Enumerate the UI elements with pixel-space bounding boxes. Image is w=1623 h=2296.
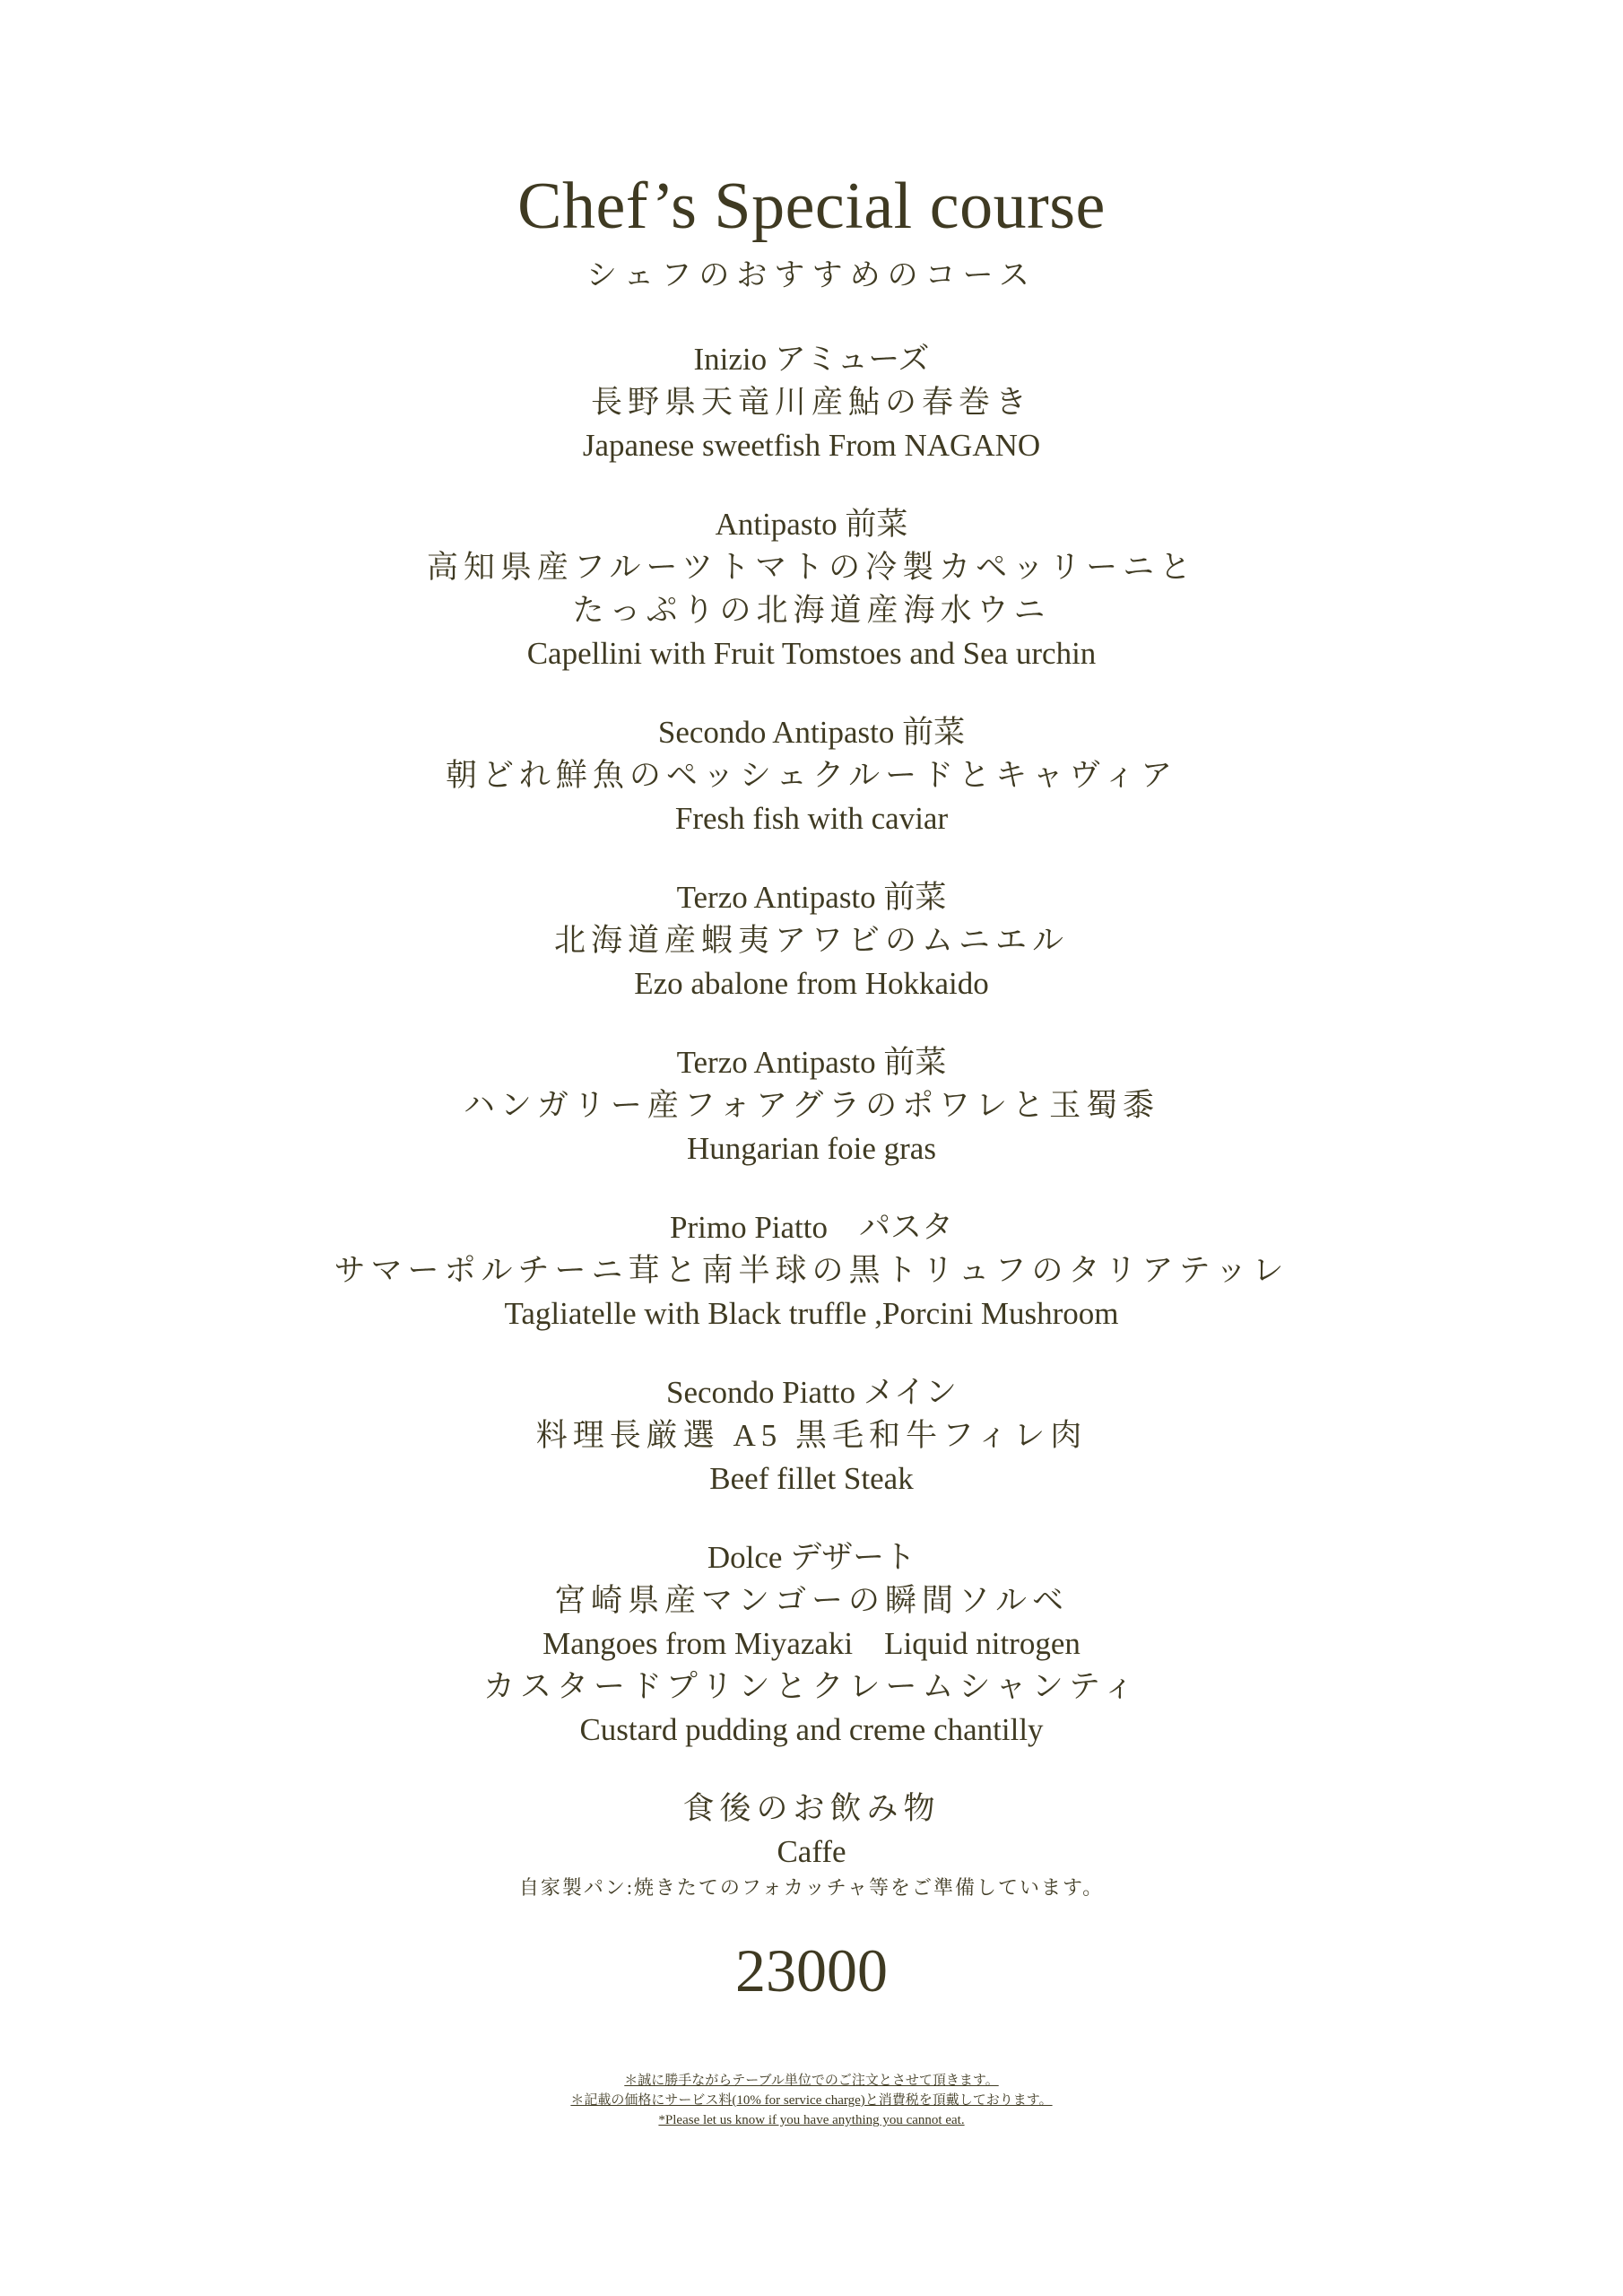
footer-notes (0, 2071, 1623, 2130)
course-header: Antipasto 前菜 (715, 507, 908, 542)
course-header: Inizio アミューズ (693, 342, 930, 377)
menu-title: Chef’s Special course (517, 170, 1106, 243)
bread-note: 自家製パン:焼きたてのフォカッチャ等をご準備しています。 (518, 1876, 1105, 1899)
footer-note-allergy: *Please let us know if you have anything you cannot eat. (658, 2113, 965, 2127)
course-dish-ja: たっぷりの北海道産海水ウニ (572, 593, 1051, 628)
course-dish-en: Tagliatelle with Black truffle ,Porcini Mushroom (504, 1296, 1119, 1331)
course-secondo-piatto (0, 1371, 1623, 1500)
course-terzo-antipasto-2 (0, 1041, 1623, 1170)
course-dish-en: Capellini with Fruit Tomstoes and Sea urchin (526, 636, 1097, 671)
course-inizio (0, 338, 1623, 467)
course-dish-ja: 朝どれ鮮魚のペッシェクルードとキャヴィア (445, 758, 1178, 793)
course-header: Primo Piatto パスタ (670, 1210, 953, 1245)
course-dish-ja: 北海道産蝦夷アワビのムニエル (553, 923, 1069, 958)
after-meal-drink (0, 1787, 1623, 1902)
footer-note-service-charge: ＊記載の価格にサービス料(10% for service charge)と消費税を頂戴しております。 (570, 2093, 1053, 2108)
course-secondo-antipasto (0, 711, 1623, 840)
course-dish-en: Ezo abalone from Hokkaido (634, 966, 989, 1001)
course-price: 23000 (735, 1936, 888, 2005)
drink-name: Caffe (777, 1834, 846, 1869)
course-dish-ja: 宮崎県産マンゴーの瞬間ソルベ (553, 1583, 1069, 1618)
drink-header: 食後のお飲み物 (682, 1791, 941, 1826)
course-dish-ja: 高知県産フルーツトマトの冷製カペッリーニと (426, 550, 1197, 585)
course-dish-en: Japanese sweetfish From NAGANO (582, 428, 1041, 463)
course-dish-ja: カスタードプリンとクレームシャンティ (482, 1669, 1141, 1704)
course-dish-en: Custard pudding and creme chantilly (579, 1712, 1044, 1747)
menu-subtitle: シェフのおすすめのコース (586, 259, 1037, 292)
course-list (0, 338, 1623, 1902)
course-dish-en: Hungarian foie gras (687, 1131, 936, 1166)
course-header: Terzo Antipasto 前菜 (676, 880, 947, 915)
course-header: Secondo Piatto メイン (665, 1375, 957, 1410)
course-primo-piatto (0, 1206, 1623, 1335)
course-dish-en: Beef fillet Steak (709, 1461, 914, 1496)
course-antipasto (0, 503, 1623, 675)
course-header: Terzo Antipasto 前菜 (676, 1045, 947, 1080)
course-header: Dolce デザート (707, 1540, 916, 1575)
course-header: Secondo Antipasto 前菜 (657, 715, 966, 750)
course-dish-ja: 料理長厳選 A5 黒毛和牛フィレ肉 (535, 1418, 1088, 1453)
course-terzo-antipasto-1 (0, 876, 1623, 1005)
course-dish-ja: 長野県天竜川産鮎の春巻き (590, 385, 1032, 420)
course-dish-ja: ハンガリー産フォアグラのポワレと玉蜀黍 (463, 1088, 1160, 1123)
footer-note-table-order: ＊誠に勝手ながらテーブル単位でのご注文とさせて頂きます。 (624, 2074, 999, 2088)
course-dish-en: Fresh fish with caviar (674, 801, 949, 836)
course-dish-en: Mangoes from Miyazaki Liquid nitrogen (542, 1626, 1081, 1661)
course-dolce (0, 1536, 1623, 1752)
course-dish-ja: サマーポルチーニ茸と南半球の黒トリュフのタリアテッレ (334, 1253, 1289, 1288)
